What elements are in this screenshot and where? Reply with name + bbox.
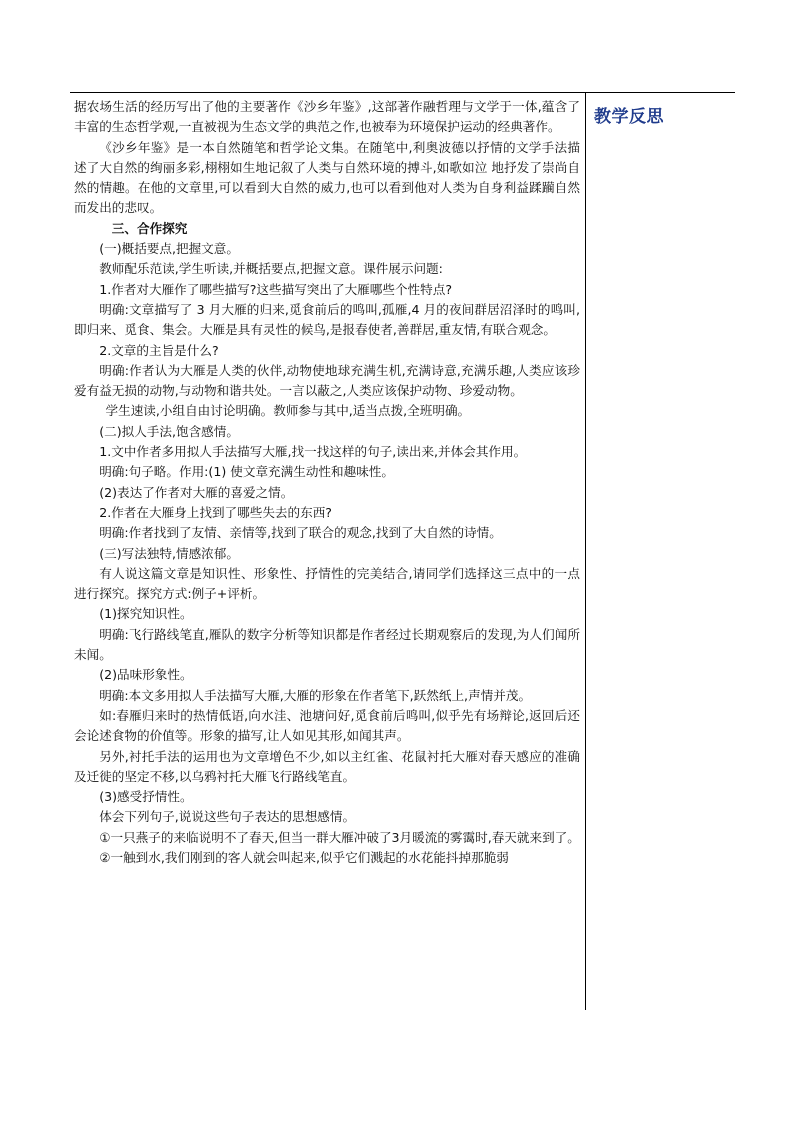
body-paragraph: 有人说这篇文章是知识性、形象性、抒情性的完美结合,请同学们选择这三点中的一点进行探究。探究方式:例子+评析。	[74, 565, 580, 602]
column-divider	[585, 92, 586, 1010]
intro-paragraph: 据农场生活的经历写出了他的主要著作《沙乡年鉴》,这部著作融哲理与文学于一体,蕴含了丰富的生态哲学观,一直被视为生态文学的典范之作,也被奉为环境保护运动的经典著作。	[74, 99, 580, 135]
section-heading: 三、合作探究	[111, 220, 188, 236]
question-1: 1.作者对大雁作了哪些描写?这些描写突出了大雁哪些个性特点?	[99, 281, 453, 297]
answer-4: 明确:作者找到了友情、亲情等,找到了联合的观念,找到了大自然的诗情。	[99, 525, 502, 541]
example-paragraph: 如:春雁归来时的热情低语,向水洼、池塘问好,觅食前后鸣叫,似乎先有场辩论,返回后还会论述食物的价值等。形象的描写,让人如见其形,如闻其声。	[74, 707, 580, 744]
question-4: 2.作者在大雁身上找到了哪些失去的东西?	[99, 504, 332, 520]
body-paragraph: 学生速读,小组自由讨论明确。教师参与其中,适当点拨,全班明确。	[105, 403, 471, 419]
book-description: 《沙乡年鉴》是一本自然随笔和哲学论文集。在随笔中,利奥波德以抒情的文学手法描述了大自然的绚丽多彩,栩栩如生地记叙了人类与自然环境的搏斗,如歌如泣 地抒发了崇尚自然的情趣。在他的文章里,可以看到大自然的威力,也可以看到他对人类为自身利益蹂躏自然而发出的悲叹。	[74, 139, 580, 216]
lesson-content	[74, 97, 580, 868]
subheading-2: (二)拟人手法,饱含感情。	[99, 423, 239, 439]
question-3: 1.文中作者多用拟人手法描写大雁,找一找这样的句子,读出来,并体会其作用。	[99, 444, 527, 460]
subheading-1: (一)概括要点,把握文意。	[99, 241, 239, 257]
point-2-answer: 明确:本文多用拟人手法描写大雁,大雁的形象在作者笔下,跃然纸上,声情并茂。	[99, 687, 532, 703]
body-paragraph: 另外,衬托手法的运用也为文章增色不少,如以主红雀、花鼠衬托大雁对春天感应的准确及迁徙的坚定不移,以乌鸦衬托大雁飞行路线笔直。	[74, 748, 580, 784]
point-2: (2)品味形象性。	[99, 667, 193, 683]
question-2: 2.文章的主旨是什么?	[99, 342, 219, 358]
quote-1: ①一只燕子的来临说明不了春天,但当一群大雁冲破了3月暖流的雾霭时,春天就来到了。	[99, 829, 580, 845]
reflection-title: 教学反思	[594, 107, 664, 127]
body-paragraph: 教师配乐范读,学生听读,并概括要点,把握文意。课件展示问题:	[99, 261, 443, 277]
answer-3-part-2: (2)表达了作者对大雁的喜爱之情。	[99, 484, 294, 500]
subheading-3: (三)写法独特,情感浓郁。	[99, 545, 239, 561]
table-top-border	[70, 92, 735, 93]
answer-3: 明确:句子略。作用:(1) 使文章充满生动性和趣味性。	[99, 464, 394, 480]
quote-2: ②一触到水,我们刚到的客人就会叫起来,似乎它们溅起的水花能抖掉那脆弱	[99, 849, 509, 865]
answer-1: 明确:文章描写了 3 月大雁的归来,觅食前后的鸣叫,孤雁,4 月的夜间群居沼泽时的鸣叫,即归来、觅食、集会。大雁是具有灵性的候鸟,是报春使者,善群居,重友情,有联合观念。	[74, 301, 580, 338]
point-1-answer: 明确:飞行路线笔直,雁队的数字分析等知识都是作者经过长期观察后的发现,为人们闻所未闻。	[74, 626, 580, 663]
body-paragraph: 体会下列句子,说说这些句子表达的思想感情。	[99, 809, 356, 825]
answer-2: 明确:作者认为大雁是人类的伙伴,动物使地球充满生机,充满诗意,充满乐趣,人类应该珍爱有益无损的动物,与动物和谐共处。一言以蔽之,人类应该保护动物、珍爱动物。	[74, 362, 580, 399]
point-1: (1)探究知识性。	[99, 606, 193, 622]
point-3: (3)感受抒情性。	[99, 789, 193, 805]
